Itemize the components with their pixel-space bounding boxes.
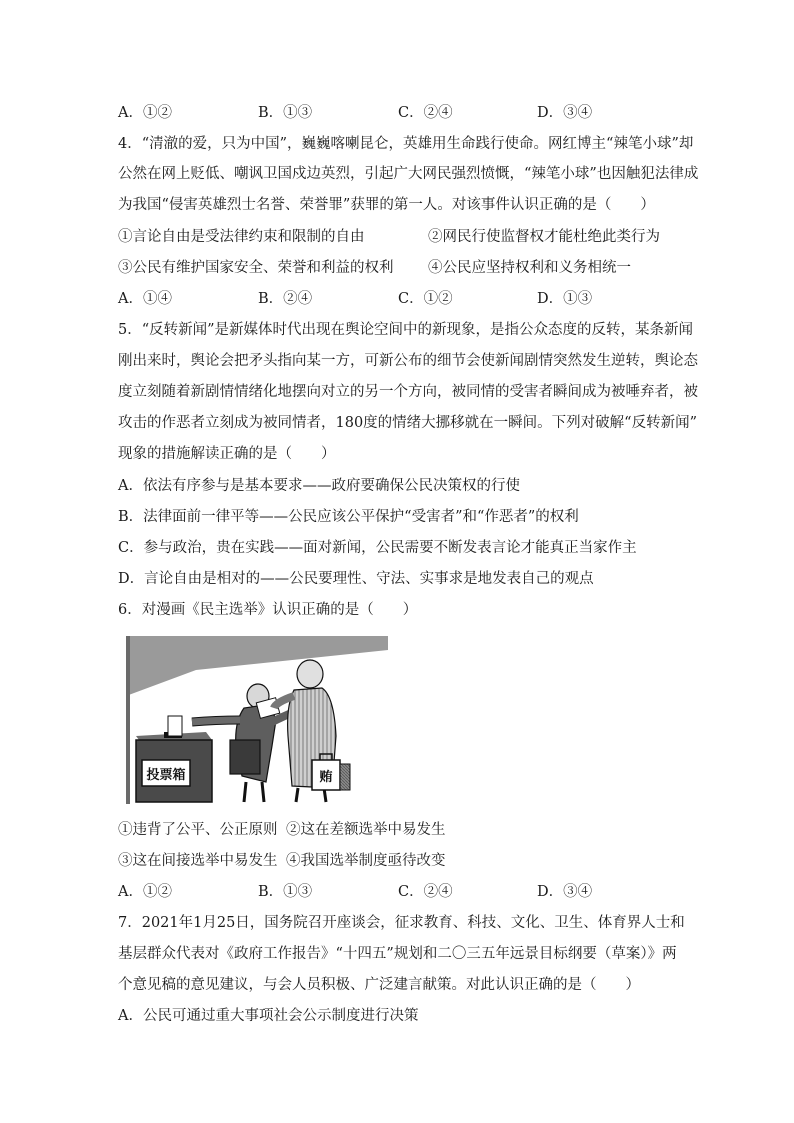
q6-options [118,882,678,902]
q7-stem-line: 个意见稿的意见建议，与会人员积极、广泛建言献策。对此认识正确的是（ ） [118,977,640,993]
q3-option-a[interactable]: A．①② [118,105,172,121]
q6-statement-4: ④我国选举制度亟待改变 [286,853,446,869]
q5-choice-b[interactable]: B．法律面前一律平等——公民应该公平保护“受害者”和“作恶者”的权利 [118,509,579,525]
q4-option-a[interactable]: A．①④ [118,291,172,307]
q6-statement-1: ①违背了公平、公正原则 [118,822,278,838]
q6-statement-3: ③这在间接选举中易发生 [118,853,278,869]
q4-statement-1: ①言论自由是受法律约束和限制的自由 [118,229,365,245]
q4-option-c[interactable]: C．①② [398,291,453,307]
q6-option-c[interactable]: C．②④ [398,884,453,900]
backdrop-edge [126,636,130,804]
q3-option-b[interactable]: B．①③ [258,105,313,121]
ballot-box [136,716,212,802]
ballot-box-label: 投票箱 [146,768,186,783]
q5-stem-line: 现象的措施解读正确的是（ ） [118,446,336,462]
q3-option-c[interactable]: C．②④ [398,105,453,121]
q4-options [118,289,678,309]
q5-choice-c[interactable]: C．参与政治，贵在实践——面对新闻，公民需要不断发表言论才能真正当家作主 [118,540,637,556]
briefcase-label: 贿 [319,770,333,785]
q7-stem-line: 基层群众代表对《政府工作报告》“十四五”规划和二〇三五年远景目标纲要（草案）》两 [118,946,677,962]
q7-stem-line: 7．2021年1月25日，国务院召开座谈会，征求教育、科技、文化、卫生、体育界人士和 [118,915,685,931]
q6-stem: 6．对漫画《民主选举》认识正确的是（ ） [118,602,418,618]
q6-option-d[interactable]: D．③④ [537,884,593,900]
q4-option-d[interactable]: D．①③ [537,291,593,307]
q5-choice-d[interactable]: D．言论自由是相对的——公民要理性、守法、实事求是地发表自己的观点 [118,571,594,587]
q5-stem-line: 度立刻随着新剧情情绪化地摆向对立的另一个方向，被同情的受害者瞬间成为被唾弃者，被 [118,384,698,400]
q4-option-b[interactable]: B．②④ [258,291,313,307]
q7-choice-a[interactable]: A．公民可通过重大事项社会公示制度进行决策 [118,1008,419,1024]
q5-stem-line: 刚出来时，舆论会把矛头指向某一方，可新公布的细节会使新闻剧情突然发生逆转，舆论态 [118,353,698,369]
q5-stem-line: 攻击的作恶者立刻成为被同情者，180度的情绪大挪移就在一瞬间。下列对破解“反转新闻” [118,415,697,431]
democratic-election-cartoon [126,636,388,804]
q4-stem-line: 4．“清澈的爱，只为中国”，巍巍喀喇昆仑，英雄用生命践行使命。网红博主“辣笔小球”却 [118,136,694,152]
q4-stem-line: 公然在网上贬低、嘲讽卫国戍边英烈，引起广大网民强烈愤慨，“辣笔小球”也因触犯法律成 [118,166,699,182]
q5-choice-a[interactable]: A．依法有序参与是基本要求——政府要确保公民决策权的行使 [118,478,520,494]
q6-option-b[interactable]: B．①③ [258,884,313,900]
q3-options [118,103,678,123]
q3-option-d[interactable]: D．③④ [537,105,593,121]
q4-statement-3: ③公民有维护国家安全、荣誉和利益的权利 [118,260,394,276]
q4-statement-4: ④公民应坚持权利和义务相统一 [428,260,631,276]
q6-statement-2: ②这在差额选举中易发生 [286,822,446,838]
q6-option-a[interactable]: A．①② [118,884,172,900]
q4-stem-line: 为我国“侵害英雄烈士名誉、荣誉罪”获罪的第一人。对该事件认识正确的是（ ） [118,197,655,213]
q4-statement-2: ②网民行使监督权才能杜绝此类行为 [428,229,660,245]
q5-stem-line: 5．“反转新闻”是新媒体时代出现在舆论空间中的新现象，是指公众态度的反转，某条新闻 [118,322,694,338]
